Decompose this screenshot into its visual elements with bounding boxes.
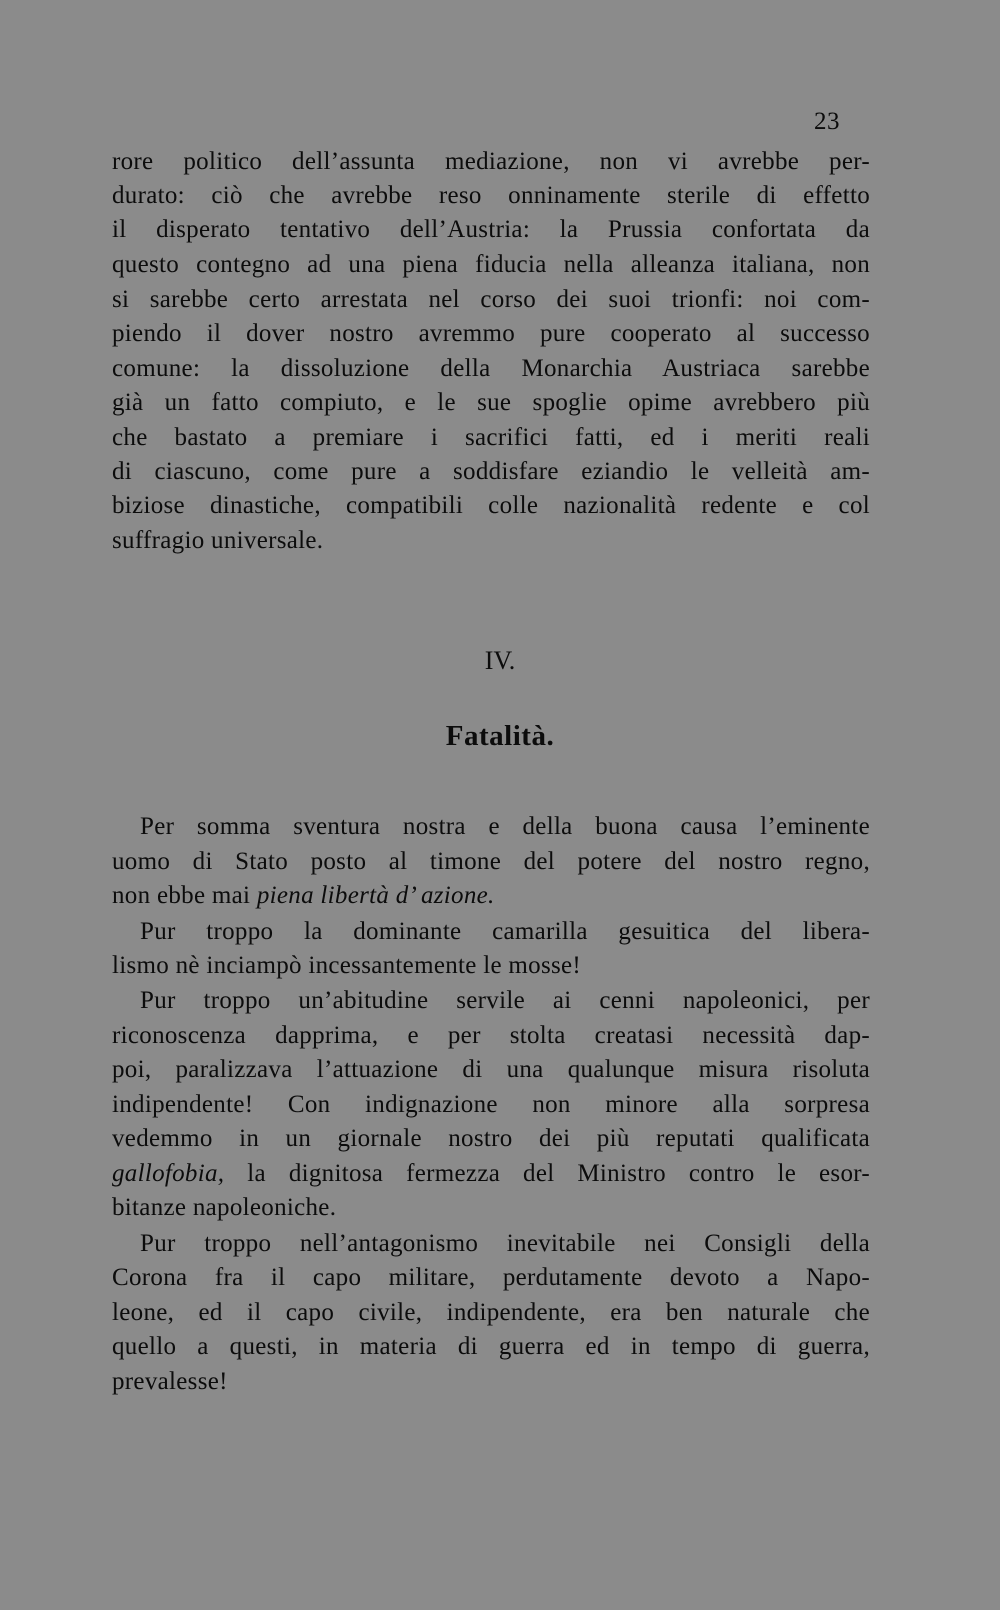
- text-line: riconoscenza dapprima, e per stolta creatasi necessità dap-: [112, 1022, 870, 1049]
- text-line: questo contegno ad una piena fiducia nella alleanza italiana, non: [112, 251, 870, 278]
- text-line: biziose dinastiche, compatibili colle nazionalità redente e col: [112, 492, 870, 519]
- text-line: indipendente! Con indignazione non minore alla sorpresa: [112, 1091, 870, 1118]
- text-line-content: Per somma sventura nostra e della buona causa l’eminente: [140, 813, 870, 840]
- section-title: Fatalità.: [445, 720, 555, 752]
- text-line-content: non ebbe mai: [112, 882, 257, 909]
- text-line: Corona fra il capo militare, perdutamente devoto a Napo-: [112, 1264, 870, 1291]
- text-line: Pur troppo un’abitudine servile ai cenni napoleonici, per: [140, 987, 870, 1014]
- text-line: [112, 812, 870, 842]
- text-line: suffragio universale.: [112, 527, 324, 554]
- italic-phrase: piena libertà d’ azione.: [256, 882, 495, 909]
- text-line: quello a questi, in materia di guerra ed in tempo di guerra,: [112, 1333, 870, 1360]
- text-line: piendo il dover nostro avremmo pure cooperato al successo: [112, 320, 870, 347]
- text-line: rore politico dell’assunta mediazione, non vi avrebbe per-: [112, 148, 870, 175]
- text-line: lismo nè inciampò incessantemente le mosse!: [112, 952, 582, 979]
- text-line: leone, ed il capo civile, indipendente, era ben naturale che: [112, 1299, 870, 1326]
- text-line: [112, 1159, 870, 1189]
- text-line: comune: la dissoluzione della Monarchia Austriaca sarebbe: [112, 355, 870, 382]
- section-number: IV.: [484, 646, 516, 675]
- text-line: che bastato a premiare i sacrifici fatti, ed i meriti reali: [112, 424, 870, 451]
- text-line: Pur troppo nell’antagonismo inevitabile nei Consigli della: [140, 1230, 870, 1257]
- text-line: prevalesse!: [112, 1368, 228, 1395]
- text-line: si sarebbe certo arrestata nel corso dei suoi trionfi: noi com-: [112, 286, 870, 313]
- text-line: il disperato tentativo dell’Austria: la Prussia confortata da: [112, 216, 870, 243]
- text-line: vedemmo in un giornale nostro dei più reputati qualificata: [112, 1125, 870, 1152]
- text-line: [112, 881, 870, 911]
- page-number: 23: [814, 108, 840, 135]
- text-line: uomo di Stato posto al timone del potere del nostro regno,: [112, 848, 870, 875]
- text-line: già un fatto compiuto, e le sue spoglie opime avrebbero più: [112, 389, 870, 416]
- text-line: durato: ciò che avrebbe reso onninamente sterile di effetto: [112, 182, 870, 209]
- text-line-content: la dignitosa fermezza del Ministro contro le esor-: [224, 1160, 870, 1187]
- text-line: di ciascuno, come pure a soddisfare eziandio le velleità am-: [112, 458, 870, 485]
- text-line: poi, paralizzava l’attuazione di una qualunque misura risoluta: [112, 1056, 870, 1083]
- text-line: Pur troppo la dominante camarilla gesuitica del libera-: [140, 918, 870, 945]
- italic-word: gallofobia,: [112, 1160, 225, 1187]
- text-line: bitanze napoleoniche.: [112, 1194, 337, 1221]
